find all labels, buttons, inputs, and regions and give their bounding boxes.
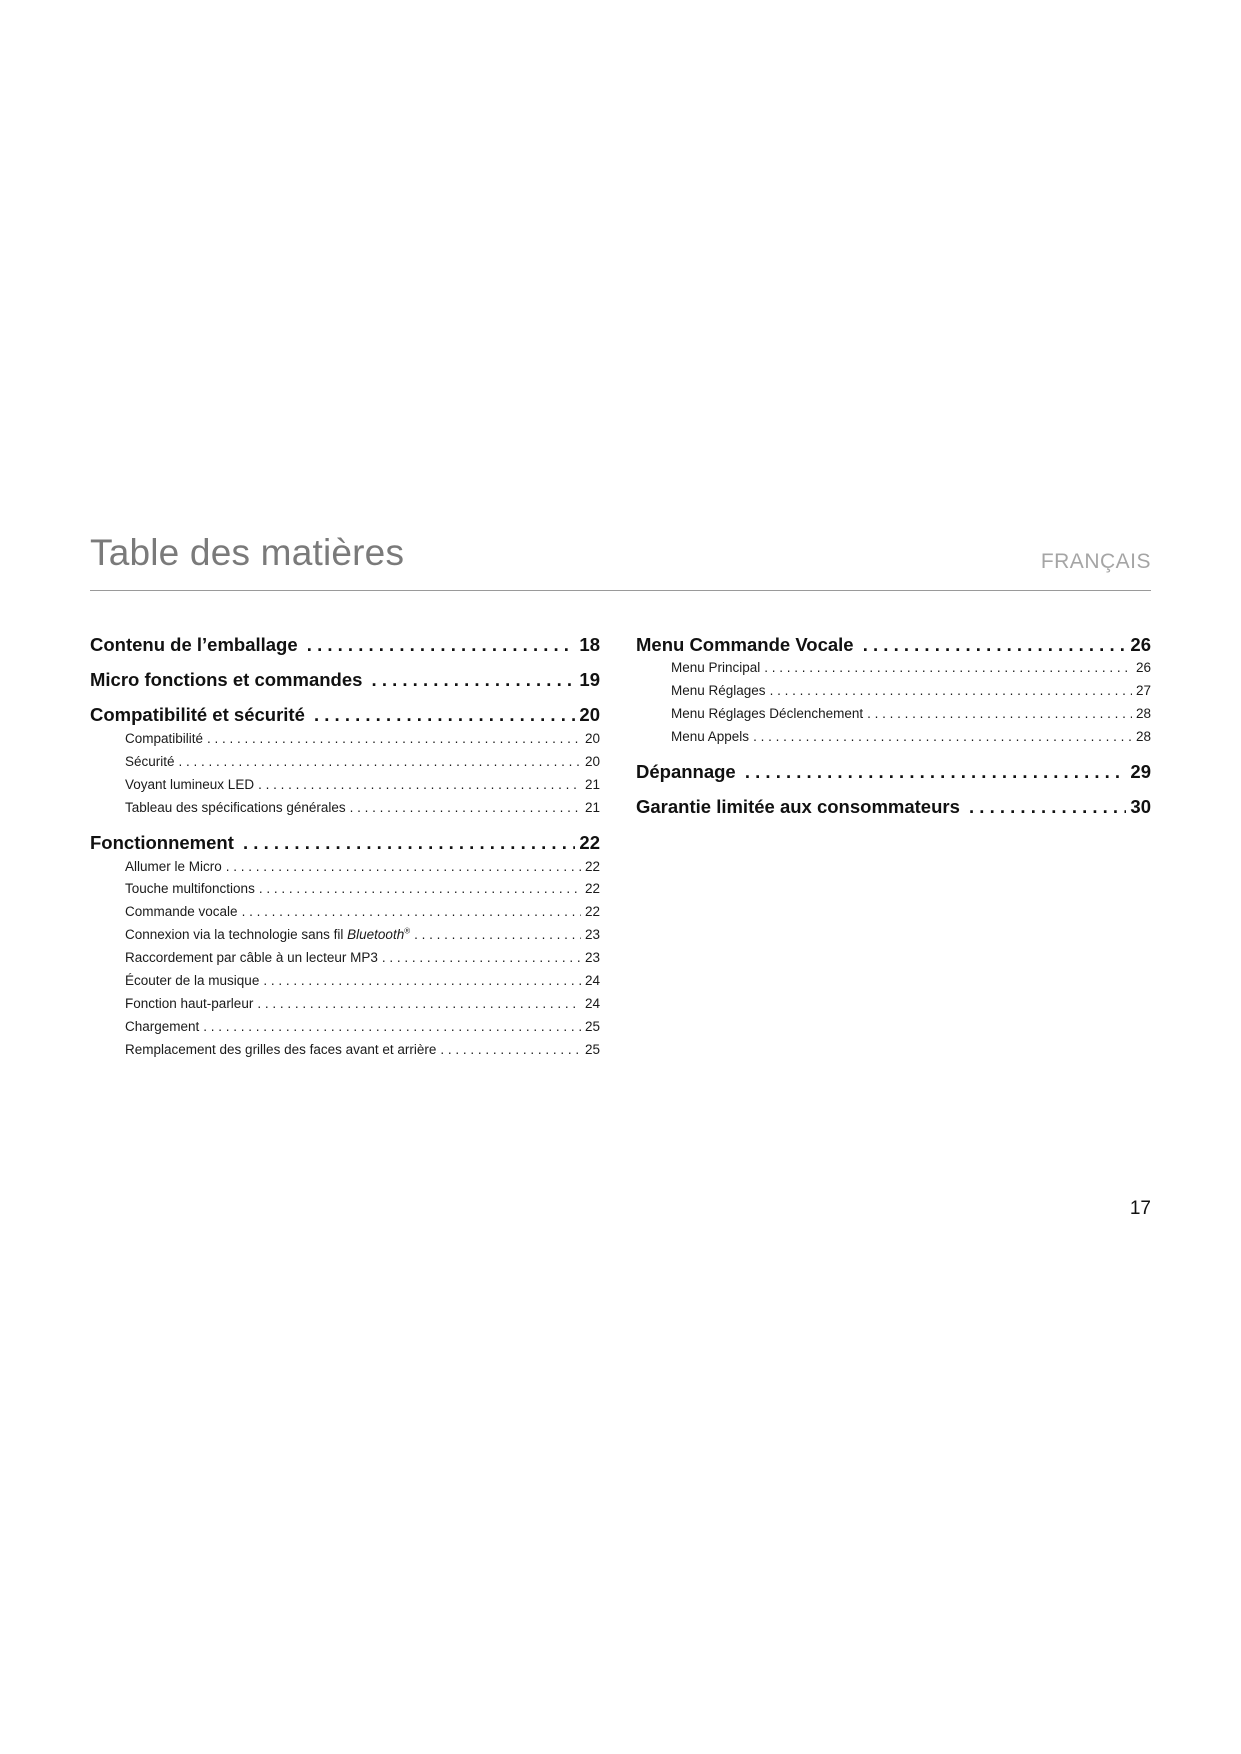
toc-subentry-page: 24 <box>584 996 600 1011</box>
toc-entry[interactable] <box>636 761 1151 783</box>
toc-subentry[interactable] <box>671 660 1151 675</box>
toc-entry[interactable] <box>90 704 600 726</box>
toc-subentry[interactable] <box>125 881 600 896</box>
toc-leader <box>964 796 1127 818</box>
toc-subentry-page: 24 <box>584 973 600 988</box>
toc-leader <box>179 754 581 769</box>
toc-leader <box>226 859 581 874</box>
toc-leader <box>350 800 581 815</box>
toc-leader <box>440 1042 581 1057</box>
toc-subentry[interactable] <box>671 729 1151 744</box>
toc-subentry[interactable] <box>125 859 600 874</box>
toc-entry[interactable] <box>636 796 1151 818</box>
toc-leader <box>753 729 1132 744</box>
toc-leader <box>257 996 581 1011</box>
toc-leader <box>382 950 581 965</box>
toc-subentry[interactable] <box>125 731 600 746</box>
toc-subentry-label-text: Connexion via la technologie sans fil <box>125 927 344 942</box>
toc-subentry-page: 28 <box>1135 706 1151 721</box>
toc-subentry-label: Fonction haut-parleur <box>125 996 254 1011</box>
toc-leader <box>259 881 581 896</box>
toc-subentry-label: Touche multifonctions <box>125 881 255 896</box>
toc-subentry[interactable] <box>125 1019 600 1034</box>
toc-subentry-label: Menu Appels <box>671 729 750 744</box>
toc-entry-page: 18 <box>579 634 600 655</box>
toc-subentry-label: Raccordement par câble à un lecteur MP3 <box>125 950 378 965</box>
toc-leader <box>366 669 575 691</box>
toc-entry-label: Dépannage <box>636 761 736 782</box>
toc-subentry[interactable] <box>125 1042 600 1057</box>
toc-subentry-page: 25 <box>584 1019 600 1034</box>
toc-subentry-label: Chargement <box>125 1019 200 1034</box>
toc-leader <box>740 761 1127 783</box>
toc-entry-label: Contenu de l’emballage <box>90 634 298 655</box>
toc-leader <box>242 904 581 919</box>
toc-subentry-page: 22 <box>584 859 600 874</box>
toc-subentry-page: 20 <box>584 754 600 769</box>
toc-leader <box>770 683 1132 698</box>
toc-subentry-label: Voyant lumineux LED <box>125 777 255 792</box>
toc-subentry-label: Écouter de la musique <box>125 973 260 988</box>
toc-leader <box>258 777 581 792</box>
toc-entry-label: Menu Commande Vocale <box>636 634 854 655</box>
toc-subentry-page: 28 <box>1135 729 1151 744</box>
toc-subentry-label: Tableau des spécifications générales <box>125 800 346 815</box>
toc-subentry-page: 22 <box>584 904 600 919</box>
toc-leader <box>867 706 1132 721</box>
toc-entry[interactable] <box>90 832 600 854</box>
toc-entry-page: 26 <box>1130 634 1151 655</box>
toc-subentry-label <box>125 927 410 942</box>
toc-subentry-page: 23 <box>584 927 600 942</box>
toc-subentry[interactable] <box>125 973 600 988</box>
toc-entry[interactable] <box>636 634 1151 656</box>
toc-leader <box>764 660 1132 675</box>
toc-entry[interactable] <box>90 634 600 656</box>
page-number: 17 <box>1129 1198 1151 1219</box>
toc-subentry[interactable] <box>125 996 600 1011</box>
toc-entry-label: Compatibilité et sécurité <box>90 704 305 725</box>
toc-leader <box>858 634 1127 656</box>
toc-entry[interactable] <box>90 669 600 691</box>
toc-subentry[interactable] <box>125 777 600 792</box>
toc-entry-page: 22 <box>579 832 600 853</box>
header-divider <box>90 590 1151 591</box>
toc-leader <box>414 927 581 942</box>
toc-subentry-label: Menu Réglages <box>671 683 766 698</box>
toc-subentry-label: Allumer le Micro <box>125 859 222 874</box>
toc-subentry-label: Menu Réglages Déclenchement <box>671 706 864 721</box>
page-title: Table des matières <box>90 532 405 573</box>
toc-leader <box>309 704 576 726</box>
toc-subentry[interactable] <box>671 706 1151 721</box>
toc-subentry-label: Remplacement des grilles des faces avant et arrière <box>125 1042 437 1057</box>
toc-entry-page: 20 <box>579 704 600 725</box>
toc-entry-label: Garantie limitée aux consommateurs <box>636 796 960 817</box>
toc-subentry-page: 20 <box>584 731 600 746</box>
toc-subentry-page: 21 <box>584 777 600 792</box>
toc-subentry[interactable] <box>125 950 600 965</box>
toc-subentry-label: Commande vocale <box>125 904 238 919</box>
toc-subentry[interactable] <box>125 904 600 919</box>
bluetooth-brand-text: Bluetooth <box>347 927 405 942</box>
toc-subentry-page: 27 <box>1135 683 1151 698</box>
toc-subentry-page: 23 <box>584 950 600 965</box>
toc-subentry-page: 22 <box>584 881 600 896</box>
toc-subentry[interactable] <box>125 754 600 769</box>
toc-leader <box>207 731 581 746</box>
toc-subentry-label: Menu Principal <box>671 660 761 675</box>
toc-subentry-page: 25 <box>584 1042 600 1057</box>
toc-subentry-label: Sécurité <box>125 754 175 769</box>
toc-subentry[interactable] <box>125 800 600 815</box>
toc-entry-page: 19 <box>579 669 600 690</box>
registered-mark: ® <box>404 926 411 936</box>
toc-leader <box>203 1019 581 1034</box>
toc-entry-label: Fonctionnement <box>90 832 234 853</box>
toc-leader <box>238 832 576 854</box>
toc-leader <box>302 634 576 656</box>
toc-subentry-page: 21 <box>584 800 600 815</box>
toc-leader <box>263 973 581 988</box>
toc-subentry-page: 26 <box>1135 660 1151 675</box>
toc-entry-label: Micro fonctions et commandes <box>90 669 363 690</box>
toc-subentry[interactable] <box>671 683 1151 698</box>
toc-entry-page: 30 <box>1130 796 1151 817</box>
toc-subentry[interactable] <box>125 927 600 942</box>
toc-entry-page: 29 <box>1130 761 1151 782</box>
language-label: FRANÇAIS <box>1040 550 1151 573</box>
toc-subentry-label: Compatibilité <box>125 731 204 746</box>
